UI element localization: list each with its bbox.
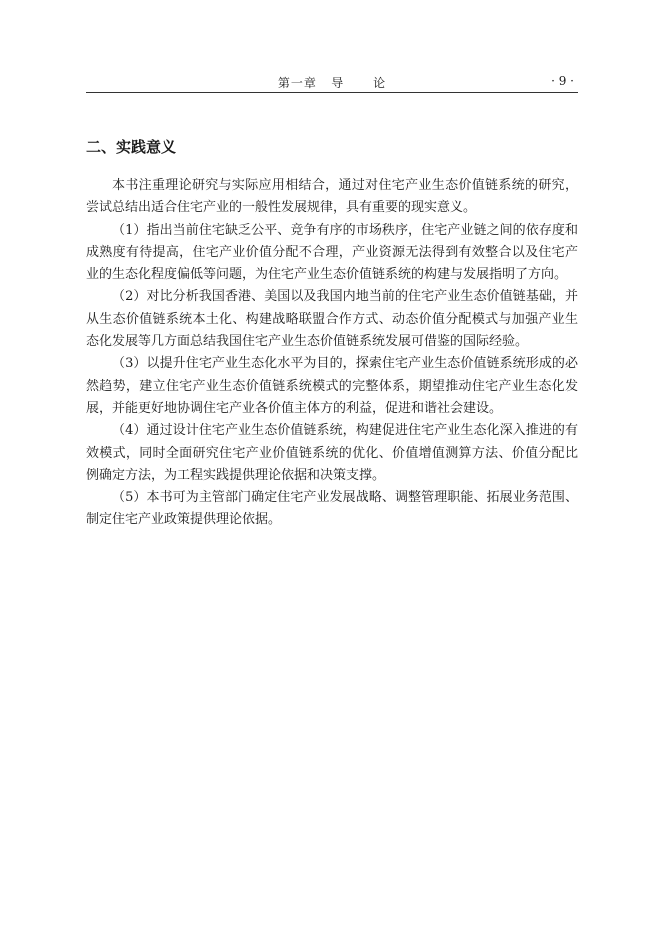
- intro-paragraph: 本书注重理论研究与实际应用相结合，通过对住宅产业生态价值链系统的研究，尝试总结出适合住宅产业的一般性发展规律，具有重要的现实意义。: [86, 178, 578, 216]
- point-4-paragraph: （4）通过设计住宅产业生态价值链系统，构建促进住宅产业生态化深入推进的有效模式，同时全面研究住宅产业价值链系统的优化、价值增值测算方法、价值分配比例确定方法，为工程实践提供理论依据和决策支撑。: [86, 423, 578, 483]
- point-1-paragraph: （1）指出当前住宅缺乏公平、竞争有序的市场秩序，住宅产业链之间的依存度和成熟度有待提高，住宅产业价值分配不合理，产业资源无法得到有效整合以及住宅产业的生态化程度偏低等问题，为住宅产业生态价值链系统的构建与发展指明了方向。: [86, 222, 578, 283]
- body-text: [86, 175, 578, 532]
- page-number: · 9 ·: [551, 74, 574, 88]
- running-header: [86, 70, 578, 93]
- point-5-paragraph: （5）本书可为主管部门确定住宅产业发展战略、调整管理职能、拓展业务范围、制定住宅产业政策提供理论依据。: [86, 490, 578, 528]
- chapter-title: 第一章 导 论: [277, 76, 387, 90]
- point-2-paragraph: （2）对比分析我国香港、美国以及我国内地当前的住宅产业生态价值链基础，并从生态价值链系统本土化、构建战略联盟合作方式、动态价值分配模式与加强产业生态化发展等几方面总结我国住宅产业生态价值链系统发展可借鉴的国际经验。: [86, 289, 578, 350]
- section-heading: 二、实践意义: [86, 138, 177, 156]
- point-3-paragraph: （3）以提升住宅产业生态化水平为目的，探索住宅产业生态价值链系统形成的必然趋势，建立住宅产业生态价值链系统模式的完整体系，期望推动住宅产业生态化发展，并能更好地协调住宅产业各价值主体方的利益，促进和谐社会建设。: [86, 356, 578, 416]
